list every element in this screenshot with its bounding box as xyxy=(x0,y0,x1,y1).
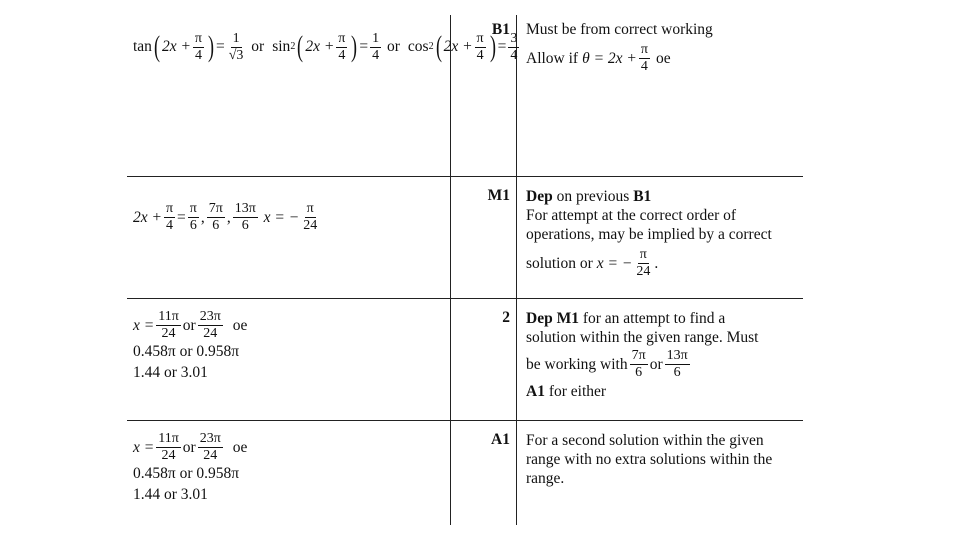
working-row-3 xyxy=(133,310,247,383)
or-text: or xyxy=(386,38,400,55)
working-row-2 xyxy=(133,188,321,233)
fraction-pi-over-24: $\frac{\pi}{24}$ xyxy=(303,201,318,233)
argument: 2x + xyxy=(305,38,335,55)
row-divider-1 xyxy=(127,176,803,177)
or-text: or xyxy=(251,38,265,55)
working-row-4 xyxy=(133,432,247,505)
guidance-text: Must be from correct working xyxy=(526,21,713,38)
guidance-row-2: Dep on previous B1 For attempt at the correct order of operations, may be implied by a correct solution or x = − $\frac{\pi}{24}$ . xyxy=(526,187,801,279)
function-sin: sin xyxy=(272,38,291,55)
equals-sign: = xyxy=(215,38,225,55)
mark-2: 2 xyxy=(502,309,510,326)
guidance-row-1 xyxy=(526,20,801,74)
row-divider-2 xyxy=(127,298,803,299)
equals-sign: = xyxy=(497,38,507,55)
close-paren: ) xyxy=(351,30,358,63)
row-divider-3 xyxy=(127,420,803,421)
argument: 2x + xyxy=(443,38,473,55)
fraction-13pi-over-6: $\frac{13\pi}{6}$ xyxy=(666,348,688,380)
solutions-pi-multiple: 0.458π or 0.958π xyxy=(133,465,240,482)
function-cos: cos xyxy=(407,38,429,55)
implied-solution: solution or x = − $\frac{\pi}{24}$ . xyxy=(526,247,659,279)
equals-sign: = xyxy=(359,38,369,55)
open-paren: ( xyxy=(153,30,160,63)
cos-squared-equation: or cos 2 ( 2x + $\frac{\pi}{4}$ ) = $\frac{3}{4}$ xyxy=(386,30,518,63)
fraction-7pi-over-6: $\frac{7\pi}{6}$ xyxy=(208,201,223,233)
solutions-fraction: x = $\frac{11\pi}{24}$ or $\frac{23\pi}{24}$ oe xyxy=(133,309,248,341)
dep-line: Dep on previous B1 xyxy=(526,188,652,205)
fraction-rhs: $\frac{3}{4}$ xyxy=(510,30,518,63)
fraction-pi-over-4: $\frac{\pi}{4}$ xyxy=(640,42,648,74)
solutions-pi-multiple: 0.458π or 0.958π xyxy=(133,343,240,360)
fraction-11pi-over-24: $\frac{11\pi}{24}$ xyxy=(158,431,179,463)
x-value: x = − $\frac{\pi}{24}$ xyxy=(263,201,318,233)
fraction-pi-over-4: $\frac{\pi}{4}$ xyxy=(165,201,174,233)
guidance-row-3: Dep M1 for an attempt to find a solution within the given range. Must be working with $\frac{7\pi}{6}$ or $\frac{13\pi}{6}$ A1 for either xyxy=(526,310,759,400)
close-paren: ) xyxy=(207,30,214,63)
fraction-rhs: $\frac{1}{4}$ xyxy=(372,30,380,63)
fraction-11pi-over-24: $\frac{11\pi}{24}$ xyxy=(158,309,179,341)
fraction-pi-over-24: $\frac{\pi}{24}$ xyxy=(636,247,651,279)
fraction-pi-over-4: $\frac{\pi}{4}$ xyxy=(476,30,484,63)
guidance-row-4: For a second solution within the given range with no extra solutions within the range. xyxy=(526,432,773,487)
mark-m1: M1 xyxy=(487,187,510,204)
fraction-7pi-over-6: $\frac{7\pi}{6}$ xyxy=(631,348,646,380)
allow-condition: Allow if θ = 2x + $\frac{\pi}{4}$ oe xyxy=(526,42,671,74)
fraction-rhs: $\frac{1}{√3}$ xyxy=(228,30,244,63)
close-paren: ) xyxy=(489,30,496,63)
fraction-pi-over-6: $\frac{\pi}{6}$ xyxy=(189,201,197,233)
mark-a1: A1 xyxy=(491,431,510,448)
fraction-23pi-over-24: $\frac{23\pi}{24}$ xyxy=(199,309,221,341)
general-solutions: 2x + $\frac{\pi}{4}$ = $\frac{\pi}{6}$ , $\frac{7\pi}{6}$ , $\frac{13\pi}{6}$ xyxy=(133,201,256,233)
column-divider-marks xyxy=(516,15,517,525)
mark-b1: B1 xyxy=(491,21,510,38)
solutions-decimal: 1.44 or 3.01 xyxy=(133,364,208,381)
working-with-values: be working with $\frac{7\pi}{6}$ or $\frac{13\pi}{6}$ xyxy=(526,348,688,380)
fraction-pi-over-4: $\frac{\pi}{4}$ xyxy=(338,30,346,63)
fraction-pi-over-4: $\frac{\pi}{4}$ xyxy=(194,30,202,63)
column-divider-working xyxy=(450,15,451,525)
open-paren: ( xyxy=(297,30,304,63)
tan-equation xyxy=(133,24,247,70)
sin-squared-equation: or sin 2 ( 2x + $\frac{\pi}{4}$ ) = $\frac{1}{4}$ xyxy=(251,30,380,63)
open-paren: ( xyxy=(435,30,442,63)
solutions-decimal: 1.44 or 3.01 xyxy=(133,486,208,503)
fraction-13pi-over-6: $\frac{13\pi}{6}$ xyxy=(234,201,256,233)
fraction-23pi-over-24: $\frac{23\pi}{24}$ xyxy=(199,431,221,463)
solutions-fraction: x = $\frac{11\pi}{24}$ or $\frac{23\pi}{24}$ oe xyxy=(133,431,248,463)
function-tan: tan xyxy=(133,38,152,55)
argument: 2x + xyxy=(161,38,191,55)
